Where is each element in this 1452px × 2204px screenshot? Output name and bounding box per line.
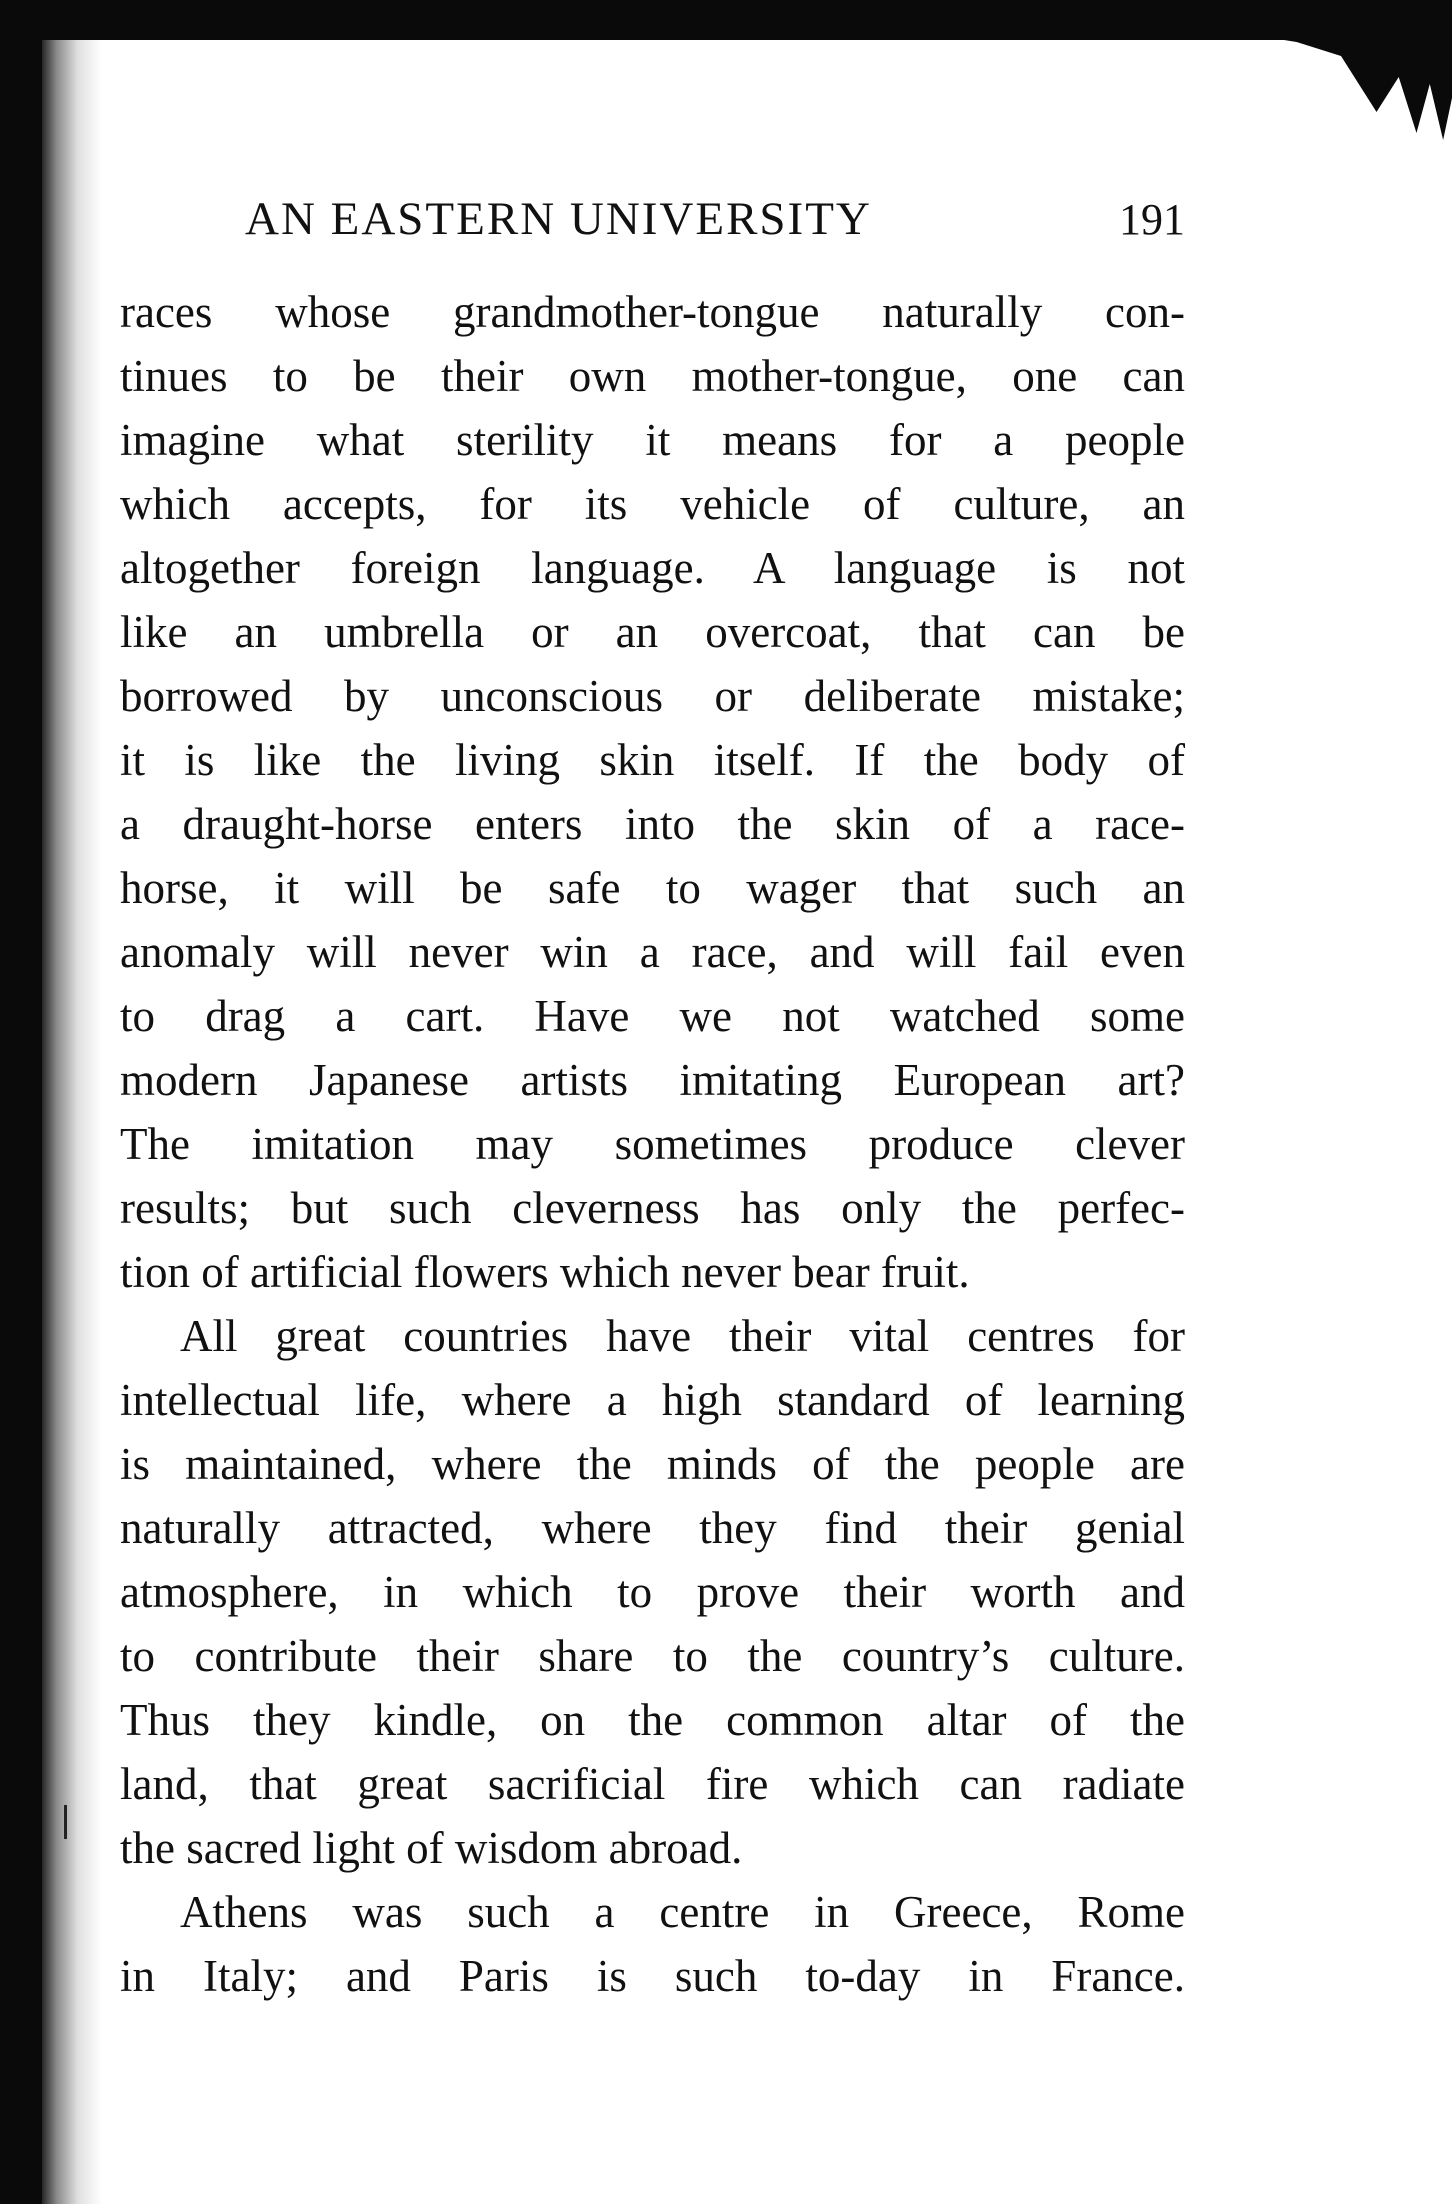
text-line: it is like the living skin itself. If the body of bbox=[120, 735, 1185, 785]
text-line: borrowed by unconscious or deliberate mistake; bbox=[120, 671, 1185, 721]
text-line: tion of artificial flowers which never bear fruit. bbox=[120, 1247, 970, 1297]
text-line: atmosphere, in which to prove their worth and bbox=[120, 1567, 1185, 1617]
text-line: races whose grandmother-tongue naturally con- bbox=[120, 287, 1185, 337]
body-text bbox=[120, 280, 1185, 2008]
text-line: Athens was such a centre in Greece, Rome bbox=[180, 1887, 1185, 1937]
text-line: which accepts, for its vehicle of culture, an bbox=[120, 479, 1185, 529]
page-number: 191 bbox=[1119, 195, 1185, 244]
text-line: to drag a cart. Have we not watched some bbox=[120, 991, 1185, 1041]
text-line: land, that great sacrificial fire which can radiate bbox=[120, 1759, 1185, 1809]
text-line: in Italy; and Paris is such to-day in France. bbox=[120, 1951, 1185, 2001]
text-line: a draught-horse enters into the skin of a race- bbox=[120, 799, 1185, 849]
text-line: results; but such cleverness has only the perfec- bbox=[120, 1183, 1185, 1233]
running-head: AN EASTERN UNIVERSITY bbox=[245, 193, 872, 245]
text-line: to contribute their share to the country’s culture. bbox=[120, 1631, 1185, 1681]
scan-gutter-shadow bbox=[42, 40, 102, 2204]
scan-binding-edge bbox=[0, 0, 42, 2204]
text-line: anomaly will never win a race, and will fail even bbox=[120, 927, 1185, 977]
text-line: the sacred light of wisdom abroad. bbox=[120, 1823, 743, 1873]
margin-mark bbox=[64, 1805, 67, 1839]
text-line: All great countries have their vital centres for bbox=[180, 1311, 1185, 1361]
scan-torn-corner bbox=[1230, 0, 1452, 140]
text-line: altogether foreign language. A language is not bbox=[120, 543, 1185, 593]
text-line: is maintained, where the minds of the people are bbox=[120, 1439, 1185, 1489]
text-line: intellectual life, where a high standard of learning bbox=[120, 1375, 1185, 1425]
text-line: like an umbrella or an overcoat, that can be bbox=[120, 607, 1185, 657]
text-line: tinues to be their own mother-tongue, one can bbox=[120, 351, 1185, 401]
text-line: Thus they kindle, on the common altar of the bbox=[120, 1695, 1185, 1745]
text-line: horse, it will be safe to wager that such an bbox=[120, 863, 1185, 913]
text-line: imagine what sterility it means for a people bbox=[120, 415, 1185, 465]
text-line: modern Japanese artists imitating European art? bbox=[120, 1055, 1185, 1105]
page-header bbox=[245, 192, 1185, 262]
text-line: The imitation may sometimes produce clever bbox=[120, 1119, 1185, 1169]
text-line: naturally attracted, where they find their genial bbox=[120, 1503, 1185, 1553]
scan-top-edge bbox=[0, 0, 1300, 40]
